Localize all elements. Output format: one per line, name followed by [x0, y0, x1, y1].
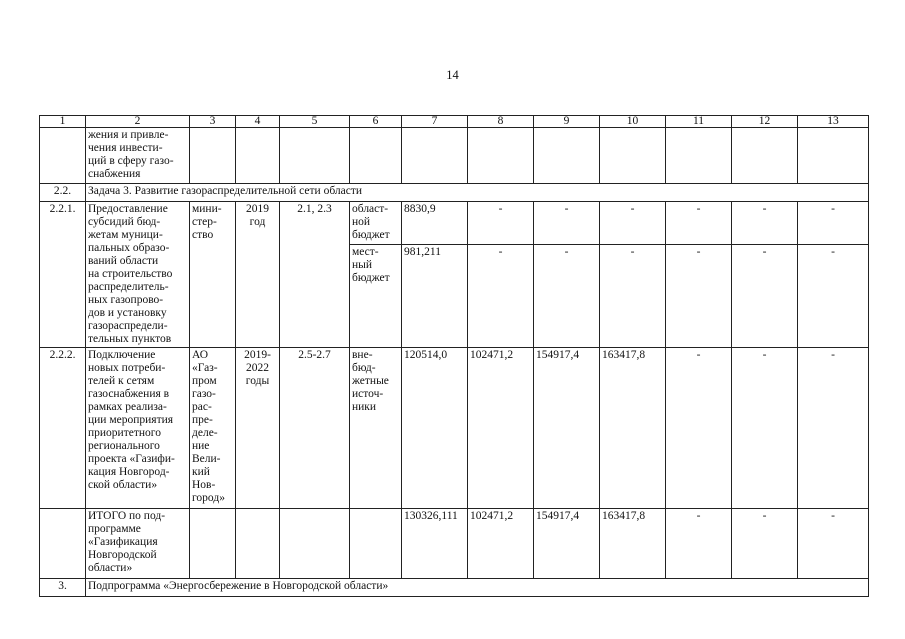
header-cell: 6 [350, 116, 402, 128]
value-cell: - [798, 202, 869, 245]
text-line: чения инвести- [88, 142, 163, 154]
text-line: на строительство [88, 268, 173, 280]
value-cell: 154917,4 [534, 509, 600, 579]
text-line: приоритетного [88, 427, 161, 439]
text-line: год [249, 216, 266, 228]
value-cell: - [798, 348, 869, 509]
text-line: ство [192, 229, 214, 241]
value-cell: - [798, 509, 869, 579]
empty-cell [190, 509, 236, 579]
text-line: ции мероприятия [88, 414, 174, 426]
text-line: газоснабжения в [88, 388, 170, 400]
text-line: пром [192, 375, 217, 387]
value-cell: - [666, 509, 732, 579]
header-cell: 3 [190, 116, 236, 128]
header-cell: 9 [534, 116, 600, 128]
text-line: субсидий бюд- [88, 216, 161, 228]
measure-name [86, 348, 190, 509]
table-header-row [40, 116, 869, 128]
row-number: 2.2. [40, 184, 86, 202]
text-line: ской области» [88, 479, 158, 491]
text-line: ИТОГО по под- [88, 510, 166, 522]
empty-cell [666, 128, 732, 184]
value-cell: - [534, 202, 600, 245]
text-line: тельных пунктов [88, 333, 172, 345]
value-cell: 102471,2 [468, 348, 534, 509]
text-line: телей к сетям [88, 375, 155, 387]
text-line: кий [192, 466, 210, 478]
text-line: «Газификация [88, 536, 158, 548]
value-cell: - [732, 202, 798, 245]
measure-name [86, 202, 190, 348]
header-cell: 10 [600, 116, 666, 128]
header-cell: 8 [468, 116, 534, 128]
text-line: жетные [352, 375, 389, 387]
text-line: рамках реализа- [88, 401, 167, 413]
empty-cell [534, 128, 600, 184]
value-cell: - [666, 348, 732, 509]
empty-cell [600, 128, 666, 184]
table-row-2-2-1-regional [40, 202, 869, 245]
text-line: Нов- [192, 479, 216, 491]
text-line: Новгородской [88, 549, 157, 561]
value-cell: - [468, 244, 534, 347]
text-line: газо- [192, 388, 216, 400]
text-line: рас- [192, 401, 212, 413]
value-cell: 8830,9 [402, 202, 468, 245]
text-line: бюджет [352, 271, 390, 284]
empty-cell [236, 509, 280, 579]
section-title: Подпрограмма «Энергосбережение в Новгородской области» [86, 579, 869, 597]
value-cell: - [798, 244, 869, 347]
header-cell: 11 [666, 116, 732, 128]
section-row-3 [40, 579, 869, 597]
header-cell: 12 [732, 116, 798, 128]
text-line: пальных образо- [88, 242, 170, 254]
executor [190, 202, 236, 348]
text-line: мини- [192, 203, 222, 215]
text-line: проекта «Газифи- [88, 453, 175, 465]
text-line: Вели- [192, 453, 221, 465]
text-line: 2019- [244, 349, 271, 361]
value-cell: 163417,8 [600, 348, 666, 509]
text-line: ние [192, 440, 210, 452]
continuation-row [40, 128, 869, 184]
row-number: 2.2.1. [40, 202, 86, 348]
value-cell: - [600, 202, 666, 245]
text-line: мест- [352, 245, 379, 258]
text-line: жения и привле- [88, 129, 169, 141]
text-line: источ- [352, 388, 384, 400]
text-line: регионального [88, 440, 160, 452]
text-line: распределитель- [88, 281, 169, 293]
value-cell: - [732, 348, 798, 509]
total-label [86, 509, 190, 579]
text-line: кация Новгород- [88, 466, 170, 478]
indicators: 2.1, 2.3 [280, 202, 350, 348]
text-line: АО [192, 349, 209, 361]
header-cell: 7 [402, 116, 468, 128]
empty-cell [190, 128, 236, 184]
value-cell: - [600, 244, 666, 347]
value-cell: 120514,0 [402, 348, 468, 509]
text-line: ных газопрово- [88, 294, 164, 306]
text-line: пре- [192, 414, 213, 426]
text-line: ники [352, 401, 377, 413]
funding-source [350, 202, 402, 245]
budget-table [39, 115, 869, 597]
text-line: деле- [192, 427, 218, 439]
text-line: 2019 [246, 203, 269, 215]
value-cell: 130326,111 [402, 509, 468, 579]
empty-cell [468, 128, 534, 184]
value-cell: - [666, 202, 732, 245]
text-line: город» [192, 492, 225, 504]
table-row-2-2-2 [40, 348, 869, 509]
section-row-2-2 [40, 184, 869, 202]
text-line: «Газ- [192, 362, 218, 374]
text-line: бюд- [352, 362, 376, 374]
empty-cell [798, 128, 869, 184]
value-cell: - [732, 244, 798, 347]
page-number: 14 [446, 68, 459, 82]
text-line: ций в сферу газо- [88, 155, 174, 167]
text-line: Предоставление [88, 203, 168, 215]
text-line: Подключение [88, 349, 156, 361]
empty-cell [350, 128, 402, 184]
text-line: ный [352, 258, 373, 271]
value-cell: - [534, 244, 600, 347]
term [236, 202, 280, 348]
header-cell: 5 [280, 116, 350, 128]
text-line: вне- [352, 349, 373, 361]
text-line: области» [88, 562, 133, 574]
text-line: област- [352, 203, 389, 215]
executor [190, 348, 236, 509]
header-cell: 2 [86, 116, 190, 128]
text-line: годы [245, 375, 270, 387]
total-row [40, 509, 869, 579]
funding-source [350, 244, 402, 347]
text-line: ваний области [88, 255, 159, 267]
row-number: 3. [40, 579, 86, 597]
text-line: снабжения [88, 168, 141, 180]
empty-cell [236, 128, 280, 184]
indicators: 2.5-2.7 [280, 348, 350, 509]
empty-cell [280, 509, 350, 579]
empty-cell [40, 128, 86, 184]
value-cell: - [666, 244, 732, 347]
empty-cell [280, 128, 350, 184]
value-cell: 102471,2 [468, 509, 534, 579]
text-line: дов и установку [88, 307, 167, 319]
empty-cell [732, 128, 798, 184]
header-cell: 4 [236, 116, 280, 128]
header-cell: 1 [40, 116, 86, 128]
text-line: 2022 [246, 362, 269, 374]
text-line: стер- [192, 216, 217, 228]
value-cell: 163417,8 [600, 509, 666, 579]
value-cell: - [468, 202, 534, 245]
row-number: 2.2.2. [40, 348, 86, 509]
funding-source [350, 348, 402, 509]
empty-cell [350, 509, 402, 579]
empty-cell [40, 509, 86, 579]
text-line: программе [88, 523, 141, 535]
continuation-text [86, 128, 190, 184]
text-line: новых потреби- [88, 362, 166, 374]
section-title: Задача 3. Развитие газораспределительной сети области [86, 184, 869, 202]
text-line: газораспредели- [88, 320, 168, 332]
header-cell: 13 [798, 116, 869, 128]
term [236, 348, 280, 509]
text-line: бюджет [352, 229, 390, 241]
text-line: ной [352, 216, 371, 228]
value-cell: - [732, 509, 798, 579]
text-line: жетам муници- [88, 229, 163, 241]
value-cell: 154917,4 [534, 348, 600, 509]
empty-cell [402, 128, 468, 184]
value-cell: 981,211 [402, 244, 468, 347]
